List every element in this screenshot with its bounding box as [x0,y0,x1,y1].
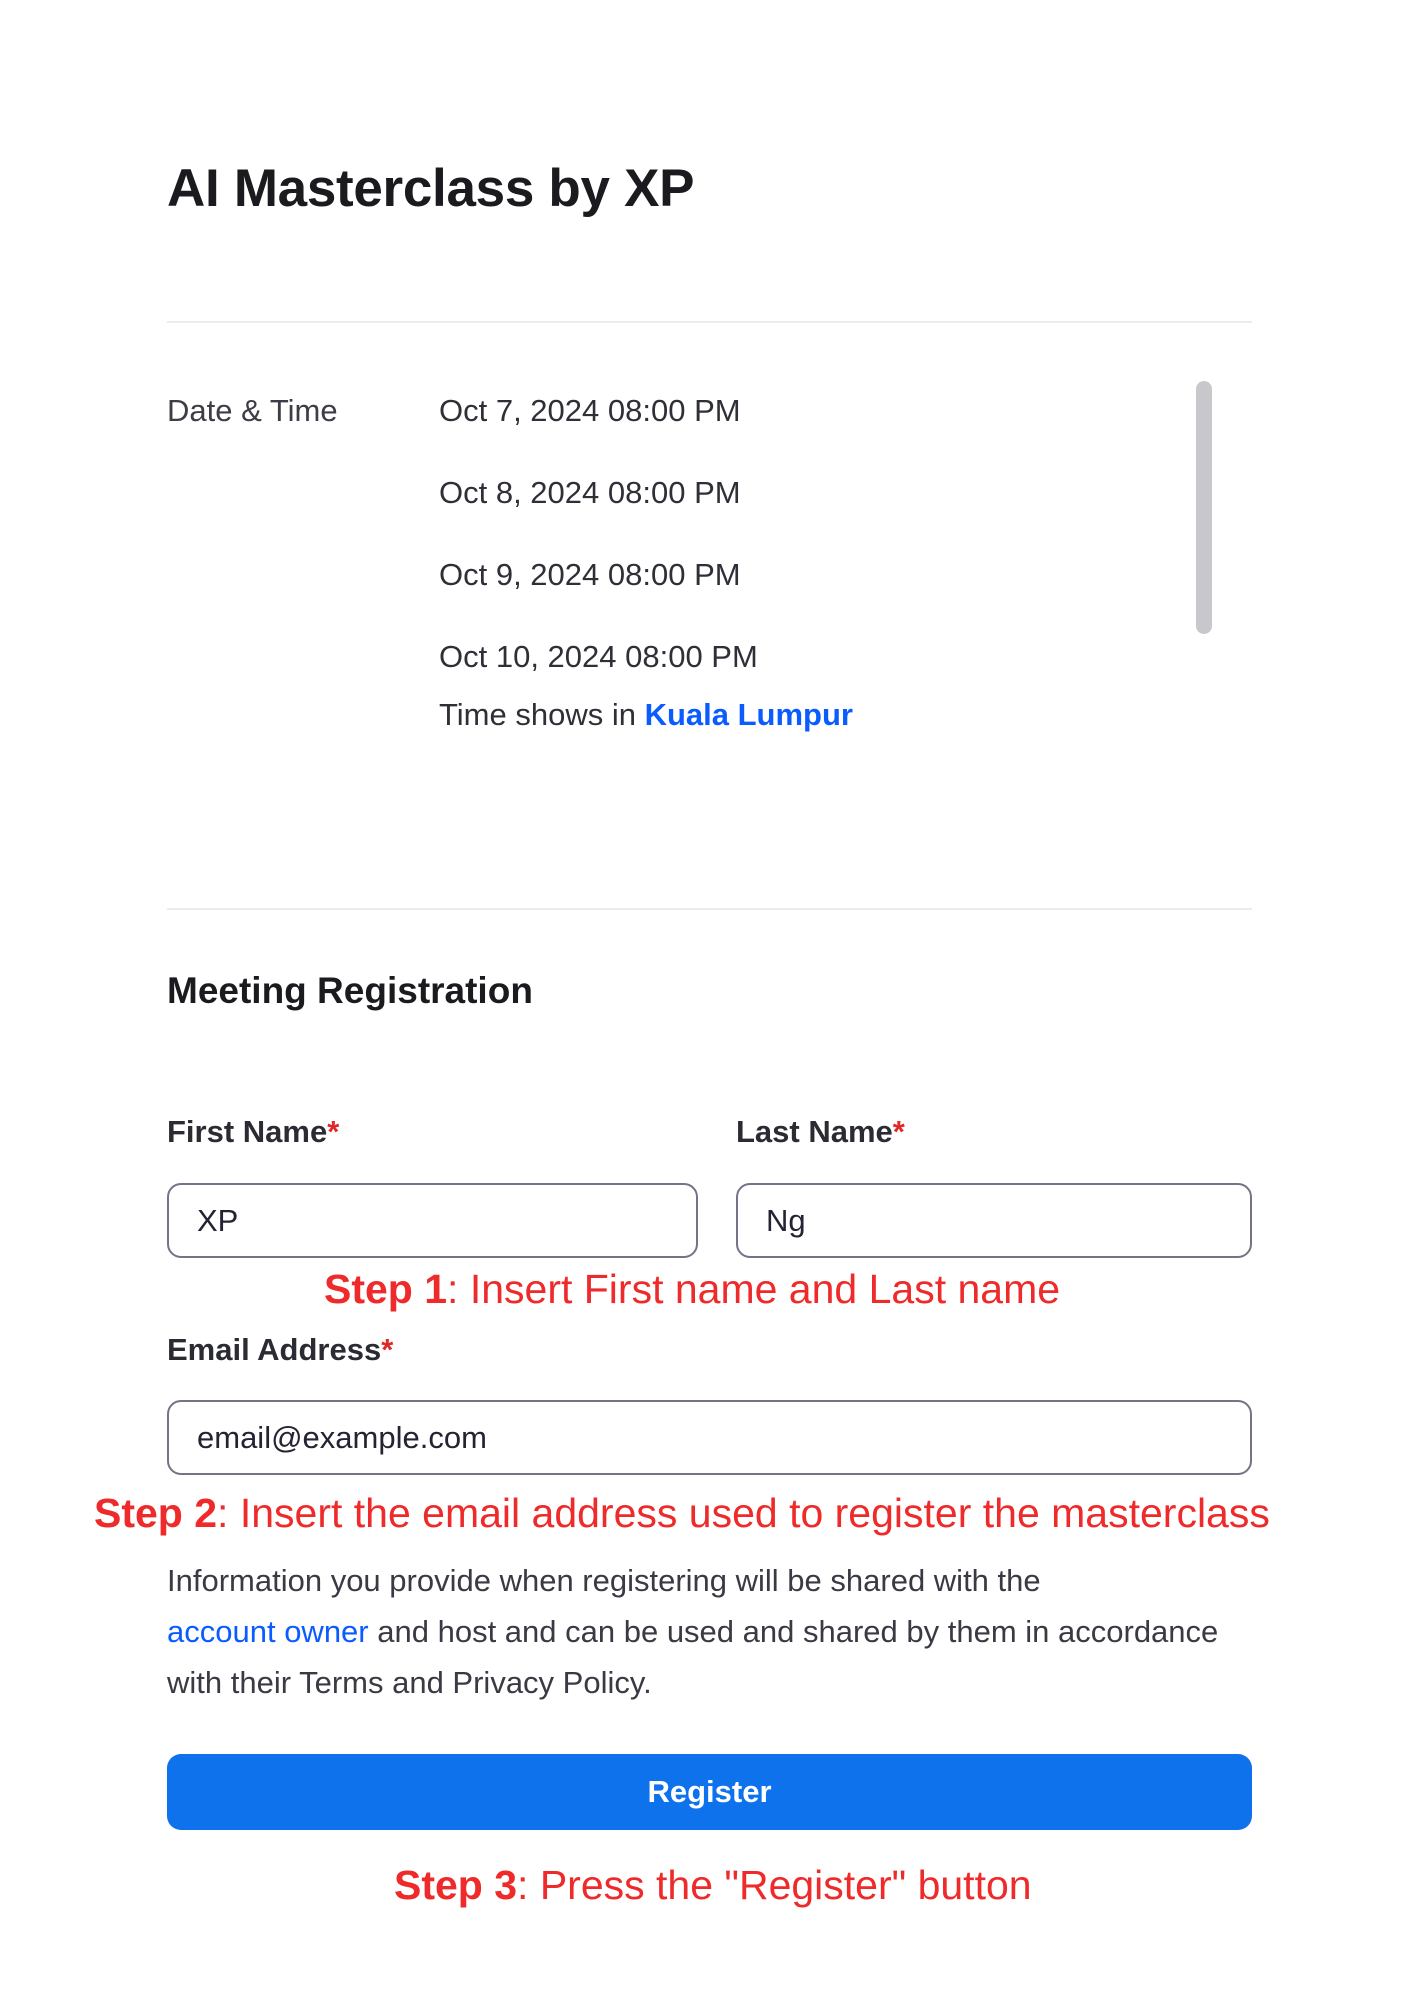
required-marker: * [892,1114,905,1149]
date-time-label: Date & Time [167,393,338,428]
required-marker: * [327,1114,340,1149]
divider [167,321,1252,323]
divider [167,908,1252,910]
privacy-notice-text-rest: and host and can be used and shared by them in accordance with their Terms and Privacy Policy. [167,1614,1219,1700]
step2-annotation [94,1490,1270,1537]
step1-annotation [324,1266,1060,1313]
account-owner-link[interactable]: account owner [167,1614,369,1649]
step3-annotation [394,1862,1032,1909]
date-list-scrollbar[interactable] [1196,381,1212,634]
email-input[interactable] [167,1400,1252,1475]
first-name-input[interactable] [167,1183,698,1258]
required-marker: * [381,1332,394,1367]
privacy-notice [167,1555,1267,1708]
first-name-label [167,1114,339,1150]
section-title: Meeting Registration [167,970,533,1011]
last-name-label-text: Last Name [736,1114,893,1149]
step1-text: : Insert First name and Last name [447,1266,1061,1312]
register-button[interactable]: Register [167,1754,1252,1830]
date-time-item: Oct 9, 2024 08:00 PM [439,557,741,592]
last-name-label [736,1114,905,1150]
date-time-item: Oct 10, 2024 08:00 PM [439,639,758,674]
step3-text: : Press the "Register" button [517,1862,1032,1908]
privacy-notice-text: Information you provide when registering will be shared with the [167,1563,1041,1598]
timezone-line [439,697,853,733]
page-title: AI Masterclass by XP [167,159,695,218]
last-name-input[interactable] [736,1183,1252,1258]
step2-text: : Insert the email address used to register the masterclass [217,1490,1270,1536]
step1-bold: Step 1 [324,1266,448,1312]
step3-bold: Step 3 [394,1862,518,1908]
timezone-prefix: Time shows in [439,697,636,732]
date-time-item: Oct 8, 2024 08:00 PM [439,475,741,510]
email-label-text: Email Address [167,1332,382,1367]
first-name-label-text: First Name [167,1114,328,1149]
email-label [167,1332,393,1368]
step2-bold: Step 2 [94,1490,218,1536]
timezone-link[interactable]: Kuala Lumpur [644,697,853,732]
date-time-item: Oct 7, 2024 08:00 PM [439,393,741,428]
